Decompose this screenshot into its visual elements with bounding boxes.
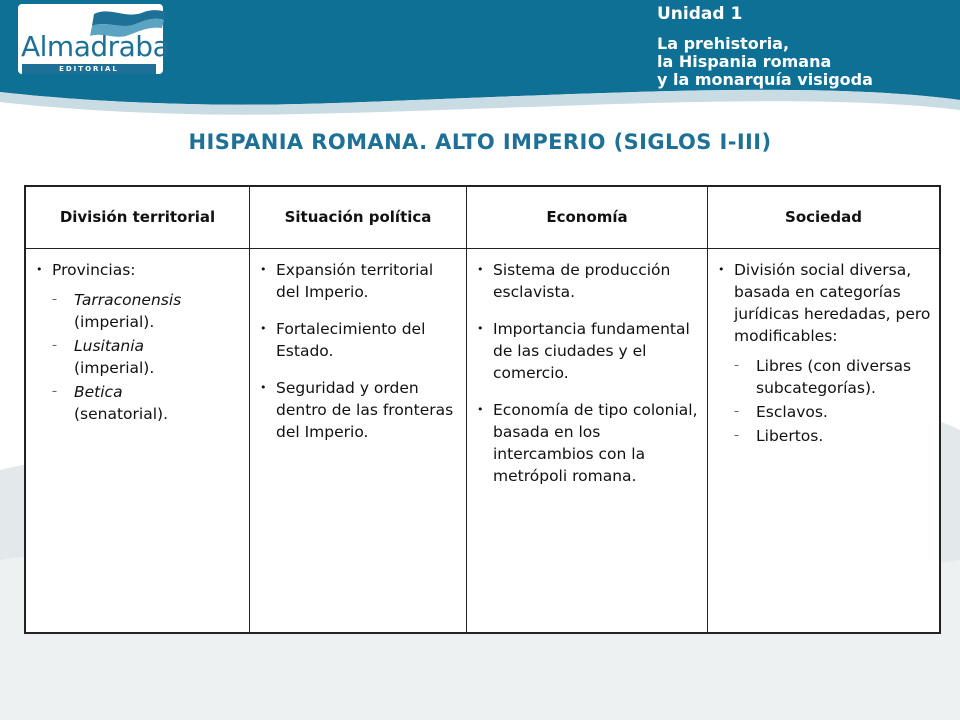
social-class-item: – Esclavos. (716, 401, 931, 423)
province-type: (senatorial). (74, 405, 168, 423)
bullet-item: • Fortalecimiento del Estado. (258, 318, 458, 362)
unit-title-line: la Hispania romana (657, 52, 832, 71)
page-title: HISPANIA ROMANA. ALTO IMPERIO (SIGLOS I-III) (188, 130, 772, 154)
province-list (34, 289, 241, 425)
province-type: (imperial). (74, 359, 155, 377)
bullet-item: • Expansión territorial del Imperio. (258, 259, 458, 303)
bullet-item: • División social diversa, basada en categorías jurídicas heredadas, pero modificables: (716, 259, 931, 347)
province-type: (imperial). (74, 313, 155, 331)
social-class-item: – Libertos. (716, 425, 931, 447)
unit-title-line: y la monarquía visigoda (657, 70, 873, 89)
bullet-item: • Economía de tipo colonial, basada en los intercambios con la metrópoli romana. (475, 399, 699, 487)
logo-wordmark: Almadraba (21, 30, 170, 63)
cell-economia (467, 249, 708, 632)
column-header-economia: Economía (467, 187, 708, 249)
province-item (34, 289, 241, 333)
cell-division (26, 249, 250, 632)
logo-tagline: EDITORIAL (22, 64, 156, 74)
cell-sociedad (708, 249, 939, 632)
unit-label: Unidad 1 (657, 4, 743, 24)
column-header-sociedad: Sociedad (708, 187, 939, 249)
bullet-item: • Sistema de producción esclavista. (475, 259, 699, 303)
bullet-item: • Seguridad y orden dentro de las fronteras del Imperio. (258, 377, 458, 443)
bullet-item: • Importancia fundamental de las ciudades y el comercio. (475, 318, 699, 384)
social-class-item: – Libres (con diversas subcategorías). (716, 355, 931, 399)
column-header-division: División territorial (26, 187, 250, 249)
bullet-item: • Provincias: (34, 259, 241, 281)
province-name: – Betica (74, 383, 123, 401)
province-name: – Tarraconensis (74, 291, 182, 309)
social-class-list (716, 355, 931, 447)
column-header-situacion: Situación política (250, 187, 467, 249)
province-name: – Lusitania (74, 337, 145, 355)
unit-title-line: La prehistoria, (657, 34, 790, 53)
unit-title (657, 35, 873, 89)
publisher-logo (18, 4, 170, 74)
province-item (34, 381, 241, 425)
province-item (34, 335, 241, 379)
summary-table (24, 185, 941, 634)
cell-situacion (250, 249, 467, 632)
